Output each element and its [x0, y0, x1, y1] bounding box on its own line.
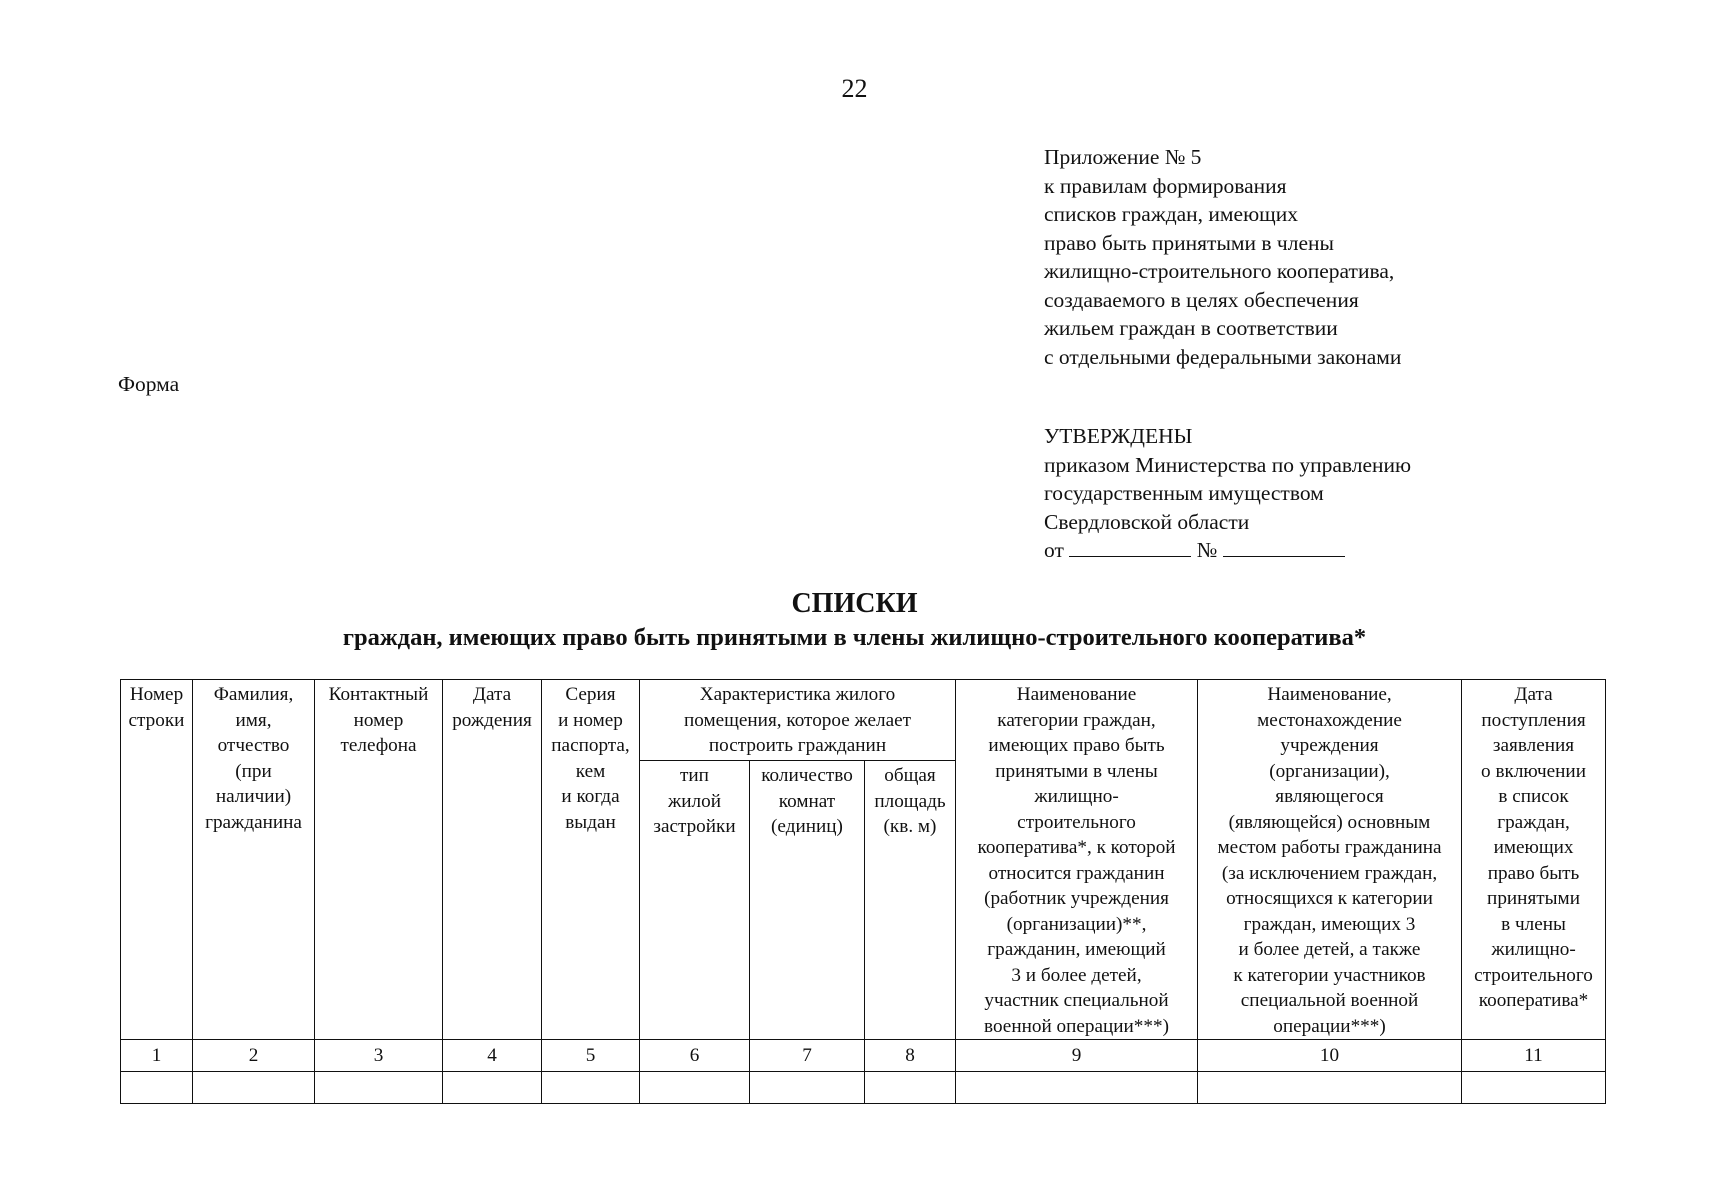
header-row-number: Номер строки: [121, 680, 193, 1040]
approved-date-number-line: [1044, 536, 1664, 565]
header-birth-date: Дата рождения: [443, 680, 542, 1040]
form-label: Форма: [118, 372, 180, 396]
header-passport: Серия и номер паспорта, кем и когда выдан: [542, 680, 640, 1040]
column-number: 11: [1462, 1040, 1606, 1072]
approved-block: [1044, 422, 1664, 565]
column-number: 6: [640, 1040, 750, 1072]
empty-cell[interactable]: [1462, 1072, 1606, 1104]
approved-line: Свердловской области: [1044, 509, 1250, 534]
approved-line: приказом Министерства по управлению: [1044, 452, 1412, 477]
appendix-line: жилищно-строительного кооператива,: [1044, 259, 1395, 283]
column-number-row: [121, 1040, 1606, 1072]
column-number: 1: [121, 1040, 193, 1072]
appendix-line: Приложение № 5: [1044, 145, 1202, 169]
column-number: 8: [865, 1040, 956, 1072]
appendix-line: с отдельными федеральными законами: [1044, 344, 1402, 369]
header-row: [121, 680, 1606, 761]
header-total-area: общая площадь (кв. м): [865, 761, 956, 1040]
number-sign: №: [1196, 538, 1218, 562]
header-room-count: количество комнат (единиц): [750, 761, 865, 1040]
empty-cell[interactable]: [121, 1072, 193, 1104]
appendix-line: создаваемого в целях обеспечения: [1044, 287, 1359, 312]
column-number: 9: [956, 1040, 1198, 1072]
column-number: 3: [315, 1040, 443, 1072]
empty-cell[interactable]: [750, 1072, 865, 1104]
header-building-type: тип жилой застройки: [640, 761, 750, 1040]
document-title: СПИСКИ: [791, 588, 918, 619]
column-number: 7: [750, 1040, 865, 1072]
column-number: 4: [443, 1040, 542, 1072]
column-number: 5: [542, 1040, 640, 1072]
date-prefix: от: [1044, 538, 1064, 562]
empty-cell[interactable]: [193, 1072, 315, 1104]
header-citizen-category: Наименование категории граждан, имеющих право быть принятыми в члены жилищно- строительного кооператива*, к которой относится гражданин (работник учреждения (организации)**, гражданин, имеющий 3 и более детей, участник специальной военной операции***): [956, 680, 1198, 1040]
column-number: 10: [1198, 1040, 1462, 1072]
header-workplace: Наименование, местонахождение учреждения (организации), являющегося (являющейся) основным местом работы гражданина (за исключением граждан, относящихся к категории граждан, имеющих 3 и более детей, а также к категории участников специальной военной операции***): [1198, 680, 1462, 1040]
empty-cell[interactable]: [443, 1072, 542, 1104]
empty-cell[interactable]: [1198, 1072, 1462, 1104]
appendix-line: к правилам формирования: [1044, 173, 1287, 198]
approved-heading: УТВЕРЖДЕНЫ: [1044, 424, 1193, 448]
appendix-line: жильем граждан в соответствии: [1044, 316, 1338, 340]
empty-cell[interactable]: [315, 1072, 443, 1104]
empty-cell[interactable]: [640, 1072, 750, 1104]
citizens-list-table: [120, 679, 1606, 1104]
document-subtitle: граждан, имеющих право быть принятыми в члены жилищно-строительного кооператива*: [342, 624, 1367, 651]
date-blank-field[interactable]: [1069, 536, 1191, 557]
empty-data-row: [121, 1072, 1606, 1104]
header-application-date: Дата поступления заявления о включении в список граждан, имеющих право быть принятыми в члены жилищно- строительного кооператива*: [1462, 680, 1606, 1040]
empty-cell[interactable]: [542, 1072, 640, 1104]
page-number: 22: [841, 74, 868, 103]
empty-cell[interactable]: [865, 1072, 956, 1104]
number-blank-field[interactable]: [1223, 536, 1345, 557]
approved-line: государственным имуществом: [1044, 481, 1324, 505]
header-full-name: Фамилия, имя, отчество (при наличии) гражданина: [193, 680, 315, 1040]
header-phone: Контактный номер телефона: [315, 680, 443, 1040]
appendix-line: списков граждан, имеющих: [1044, 202, 1298, 226]
column-number: 2: [193, 1040, 315, 1072]
header-housing-characteristics: Характеристика жилого помещения, которое желает построить гражданин: [640, 680, 956, 761]
appendix-line: право быть принятыми в члены: [1044, 230, 1334, 255]
appendix-block: [1044, 143, 1664, 371]
empty-cell[interactable]: [956, 1072, 1198, 1104]
